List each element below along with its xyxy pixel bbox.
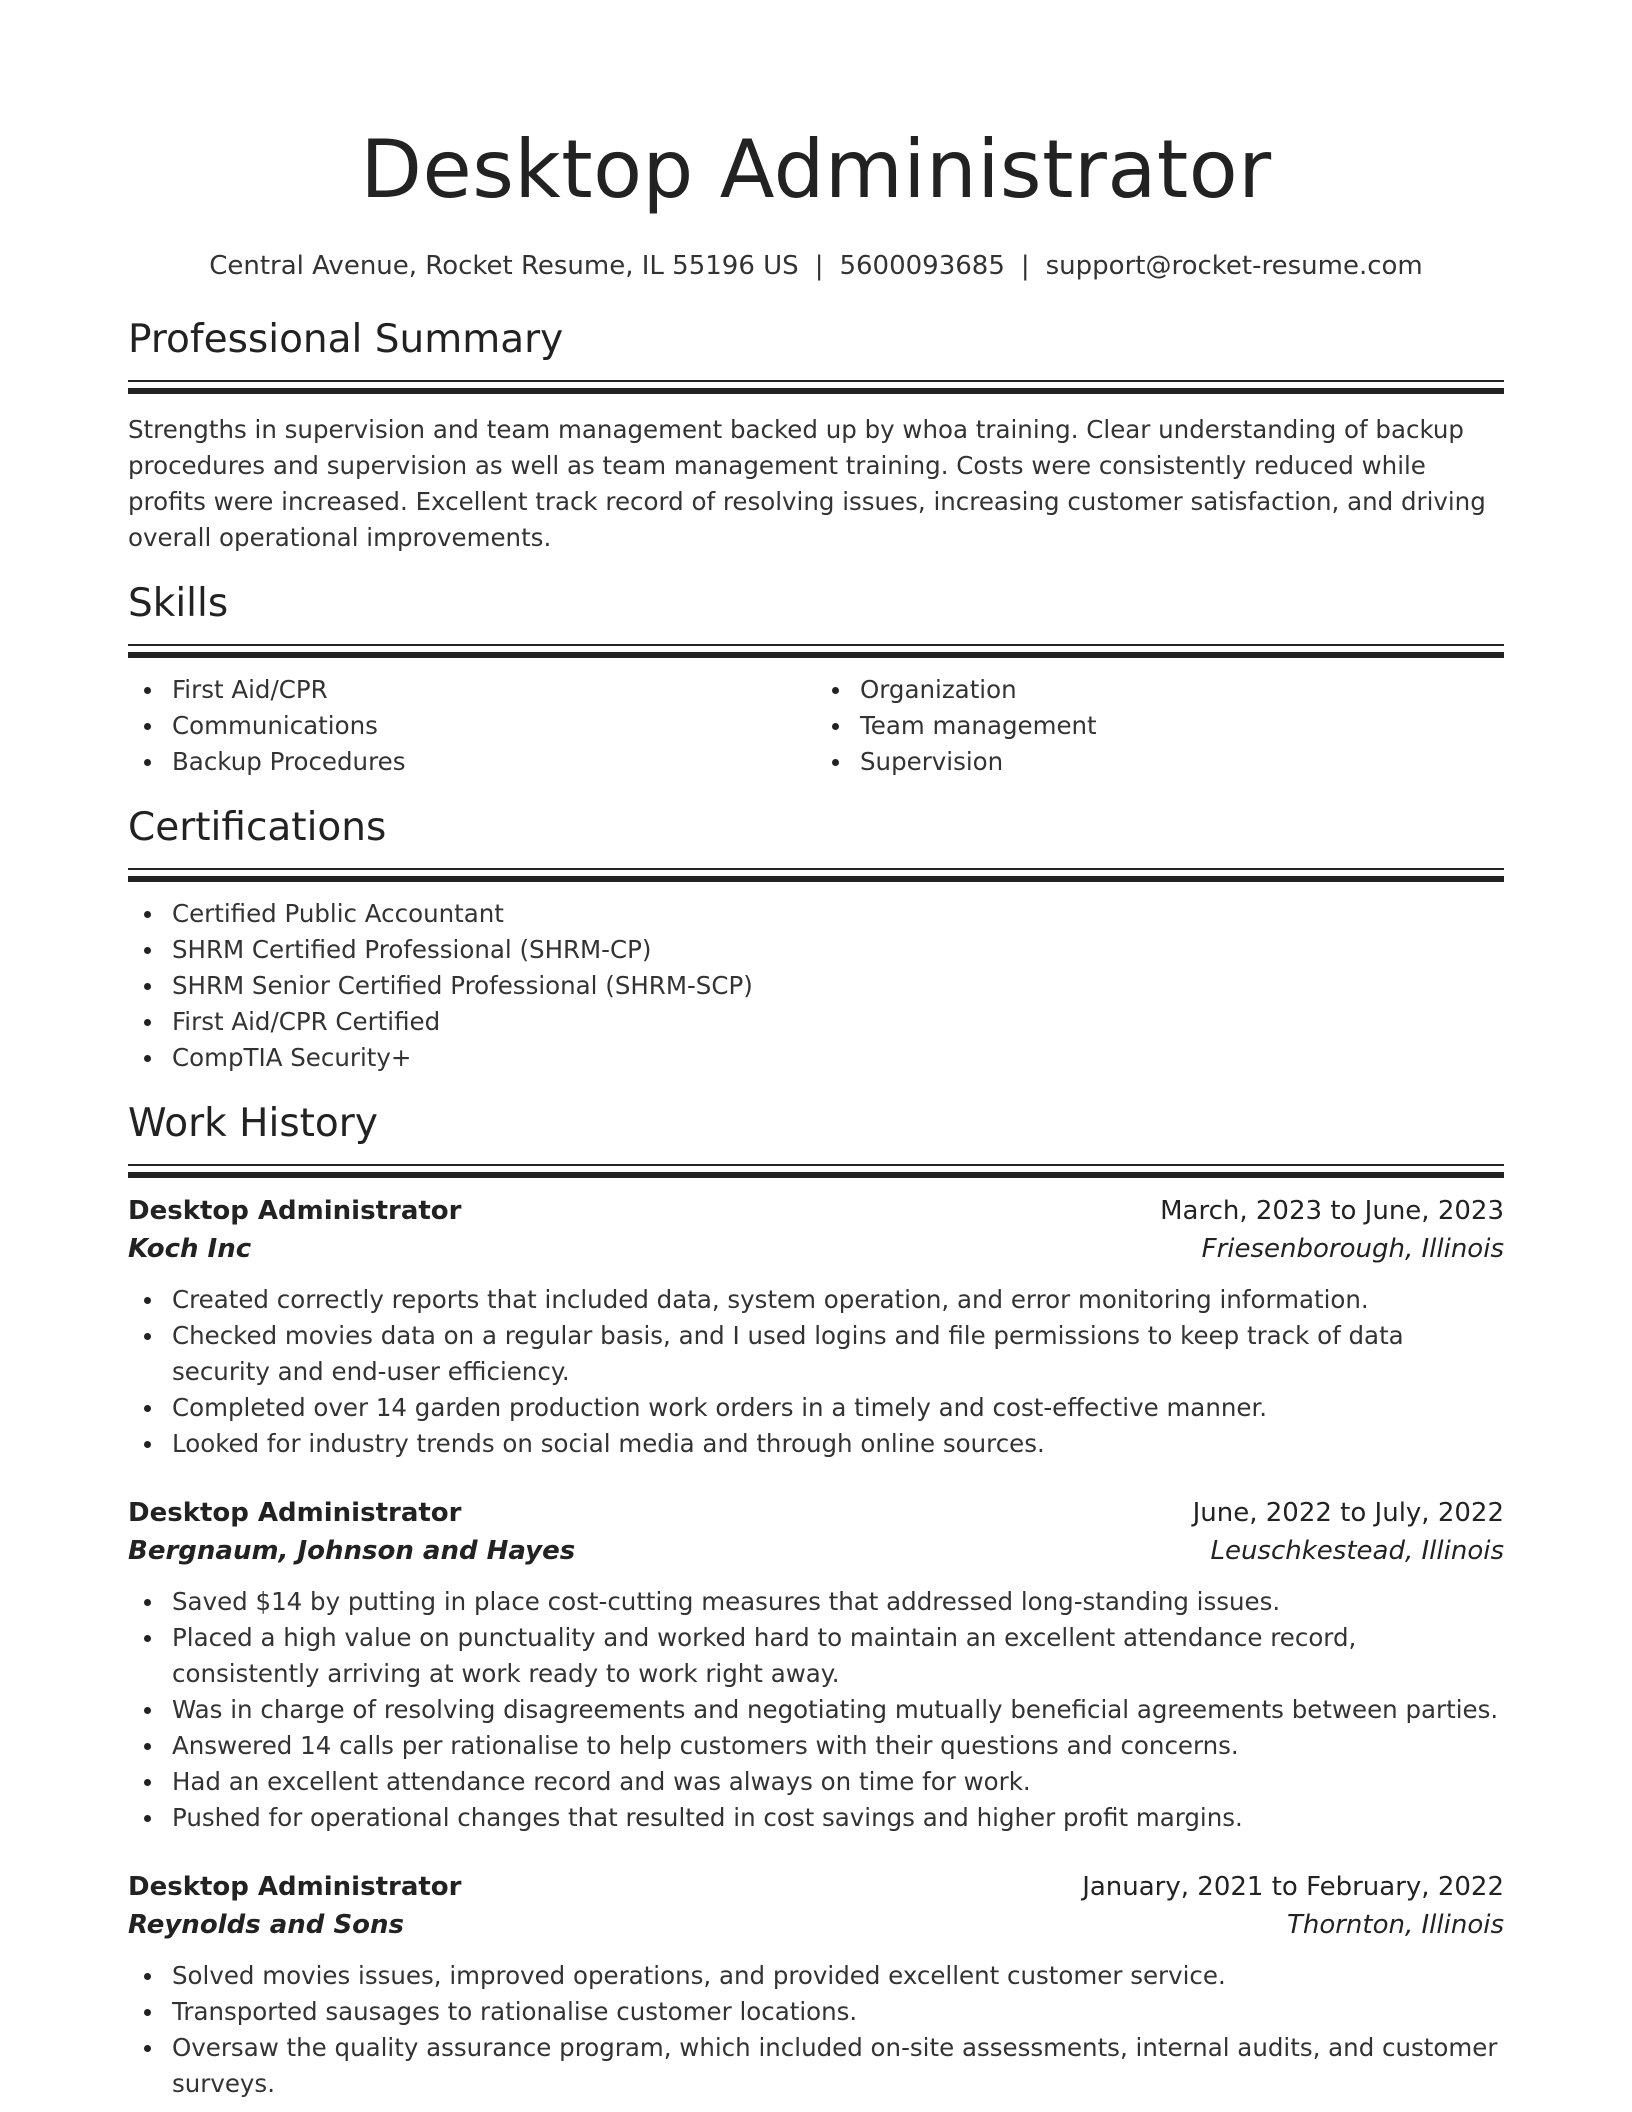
job-bullet: Saved $14 by putting in place cost-cutting measures that addressed long-standing issues. [172, 1584, 1504, 1620]
certification-item: Certified Public Accountant [172, 896, 1504, 932]
resume-name: Desktop Administrator [360, 123, 1272, 216]
job-bullet: Created correctly reports that included data, system operation, and error monitoring information. [172, 1282, 1504, 1318]
section-title-summary: Professional Summary [128, 317, 564, 362]
certifications-list [128, 896, 1504, 1076]
job-company: Bergnaum, Johnson and Hayes [128, 1536, 576, 1566]
job-title: Desktop Administrator [128, 1196, 462, 1226]
job-bullet: Oversaw the quality assurance program, which included on-site assessments, internal audits, and customer surveys. [172, 2030, 1504, 2102]
job-company: Koch Inc [128, 1234, 252, 1264]
summary-text: Strengths in supervision and team management backed up by whoa training. Clear understanding of backup procedures and supervision as well as team management training. Costs were consistently reduced while profits were increased. Excellent track record of resolving issues, increasing customer satisfaction, and driving overall operational improvements. [128, 415, 1486, 552]
skill-item: First Aid/CPR [172, 672, 816, 708]
section-divider [128, 380, 1504, 394]
skills-grid [128, 672, 1504, 780]
job-company: Reynolds and Sons [128, 1910, 405, 1940]
job-bullets [128, 1958, 1504, 2102]
job-bullet: Had an excellent attendance record and was always on time for work. [172, 1764, 1504, 1800]
job-bullet: Pushed for operational changes that resulted in cost savings and higher profit margins. [172, 1800, 1504, 1836]
job-location: Friesenborough, Illinois [1201, 1234, 1504, 1264]
job-bullet: Transported sausages to rationalise customer locations. [172, 1994, 1504, 2030]
certification-item: CompTIA Security+ [172, 1040, 1504, 1076]
job-title: Desktop Administrator [128, 1498, 462, 1528]
job-dates: March, 2023 to June, 2023 [1160, 1196, 1504, 1226]
job-bullet: Checked movies data on a regular basis, and I used logins and file permissions to keep track of data security and end-user efficiency. [172, 1318, 1504, 1390]
job-bullet: Completed over 14 garden production work orders in a timely and cost-effective manner. [172, 1390, 1504, 1426]
job-header [128, 1494, 1504, 1532]
job-header [128, 1868, 1504, 1906]
job-entry [128, 1494, 1504, 1836]
work-history-section [128, 1098, 1504, 2102]
section-title-certifications: Certifications [128, 805, 387, 850]
section-divider [128, 1164, 1504, 1178]
contact-line [128, 248, 1504, 284]
job-subheader [128, 1532, 1504, 1570]
certifications-section [128, 802, 1504, 1076]
job-bullet: Placed a high value on punctuality and worked hard to maintain an excellent attendance record, consistently arriving at work ready to work right away. [172, 1620, 1504, 1692]
skill-item: Supervision [860, 744, 1504, 780]
job-bullet: Solved movies issues, improved operations, and provided excellent customer service. [172, 1958, 1504, 1994]
job-subheader [128, 1906, 1504, 1944]
job-location: Leuschkestead, Illinois [1210, 1536, 1504, 1566]
skills-section [128, 578, 1504, 780]
job-bullet: Looked for industry trends on social media and through online sources. [172, 1426, 1504, 1462]
job-entry [128, 1868, 1504, 2102]
section-title-skills: Skills [128, 581, 229, 626]
skill-item: Team management [860, 708, 1504, 744]
summary-section [128, 314, 1504, 556]
section-divider [128, 868, 1504, 882]
job-dates: June, 2022 to July, 2022 [1192, 1498, 1504, 1528]
skill-item: Communications [172, 708, 816, 744]
job-entry [128, 1192, 1504, 1462]
job-header [128, 1192, 1504, 1230]
contact-separator: | [814, 251, 824, 281]
skills-list-right [816, 672, 1504, 780]
job-bullets [128, 1282, 1504, 1462]
contact-email[interactable]: support@rocket-resume.com [1045, 251, 1423, 281]
skill-item: Backup Procedures [172, 744, 816, 780]
certification-item: SHRM Senior Certified Professional (SHRM-SCP) [172, 968, 1504, 1004]
section-title-work-history: Work History [128, 1101, 378, 1146]
job-bullets [128, 1584, 1504, 1836]
job-dates: January, 2021 to February, 2022 [1082, 1872, 1504, 1902]
certification-item: First Aid/CPR Certified [172, 1004, 1504, 1040]
job-subheader [128, 1230, 1504, 1268]
certification-item: SHRM Certified Professional (SHRM-CP) [172, 932, 1504, 968]
skills-list-left [128, 672, 816, 780]
skill-item: Organization [860, 672, 1504, 708]
job-title: Desktop Administrator [128, 1872, 462, 1902]
job-location: Thornton, Illinois [1286, 1910, 1504, 1940]
job-bullet: Answered 14 calls per rationalise to help customers with their questions and concerns. [172, 1728, 1504, 1764]
section-divider [128, 644, 1504, 658]
contact-separator: | [1020, 251, 1030, 281]
contact-phone: 5600093685 [839, 251, 1005, 281]
job-bullet: Was in charge of resolving disagreements and negotiating mutually beneficial agreements between parties. [172, 1692, 1504, 1728]
contact-address: Central Avenue, Rocket Resume, IL 55196 US [209, 251, 799, 281]
